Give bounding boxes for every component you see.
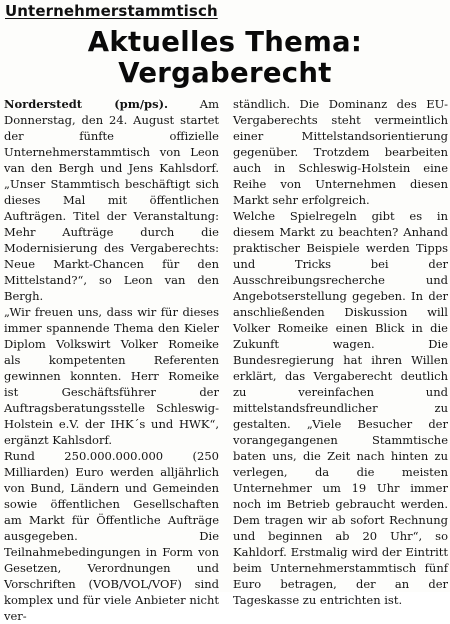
headline-line-2: Vergaberecht xyxy=(118,57,332,89)
article-paragraph: „Wir freuen uns, dass wir für dieses immer spannende Thema den Kieler Diplom Volkswirt Volker Romeike als kompetenten Referenten gewinnen konnten. Herr Romeike ist Geschäftsführer der Auftragsberatungsstelle Schleswig-Holstein e.V. der IHK´s und HWK“, ergänzt Kahlsdorf. xyxy=(4,305,219,447)
article-paragraph xyxy=(4,96,219,304)
dateline: Norderstedt (pm/ps). xyxy=(4,97,169,111)
section-kicker: Unternehmerstammtisch xyxy=(5,2,218,20)
article-column-right xyxy=(233,96,448,608)
article-column-left xyxy=(4,96,219,624)
article-paragraph: Rund 250.000.000.000 (250 Milliarden) Euro werden alljährlich von Bund, Ländern und Gemeinden sowie öffentlichen Gesellschaften am Markt für Öffentliche Aufträge ausgegeben. Die Teilnahmebedingungen in Form von Gesetzen, Verordnungen und Vorschriften (VOB/VOL/VOF) sind komplex und für viele Anbieter nicht ver- xyxy=(4,449,219,623)
article-paragraph: ständlich. Die Dominanz des EU-Vergaberechts steht vermeintlich einer Mittelstandsorientierung gegenüber. Trotzdem bearbeiten auch in Schleswig-Holstein eine Reihe von Unternehmen diesen Markt sehr erfolgreich. xyxy=(233,97,448,207)
paragraph-text: Am Donnerstag, den 24. August startet der fünfte offizielle Unternehmerstammtisch von Leon van den Bergh und Jens Kahlsdorf. „Unser Stammtisch beschäftigt sich dieses Mal mit öffentlichen Aufträgen. Titel der Veranstaltung: Mehr Aufträge durch die Modernisierung des Vergaberechts: Neue Markt-Chancen für den Mittelstand?“, so Leon van den Bergh. xyxy=(4,97,219,303)
article-paragraph: Welche Spielregeln gibt es in diesem Markt zu beachten? Anhand praktischer Beispiele werden Tipps und Tricks bei der Ausschreibungsrecherche und Angebotserstellung gegeben. In der anschließenden Diskussion will Volker Romeike einen Blick in die Zukunft wagen. Die Bundesregierung hat ihren Willen erklärt, das Vergaberecht deutlich zu vereinfachen und mittelstandsfreundlicher zu gestalten. „Viele Besucher der vorangegangenen Stammtische baten uns, die Zeit nach hinten zu verlegen, da die meisten Unternehmer um 19 Uhr immer noch im Betrieb gebraucht werden. Dem tragen wir ab sofort Rechnung und beginnen ab 20 Uhr“, so Kahldorf. Erstmalig wird der Eintritt beim Unternehmerstammtisch fünf Euro betragen, der an der Tageskasse zu entrichten ist. xyxy=(233,209,448,607)
headline-line-1: Aktuelles Thema: xyxy=(87,26,363,58)
